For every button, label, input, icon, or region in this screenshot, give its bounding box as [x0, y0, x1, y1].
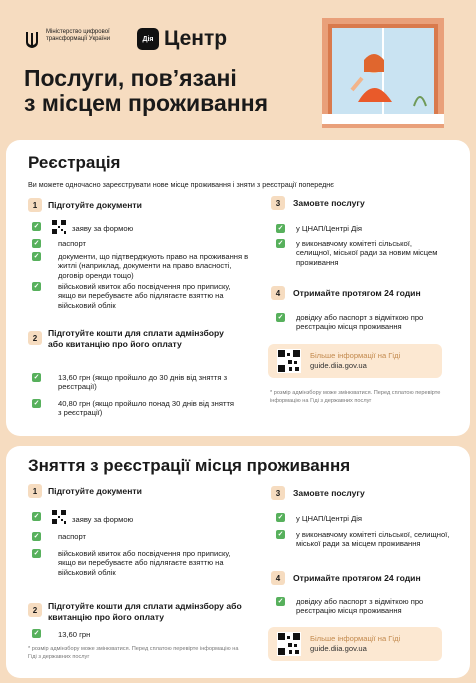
step-4-number: 4 — [271, 286, 285, 300]
check-icon: ✓ — [277, 240, 284, 247]
list-item: документи, що підтверджують право на проживання в житлі (наприклад, документи на право власності, договір оренди тощо) — [58, 252, 249, 280]
step-3-title: Замовте послугу — [293, 488, 365, 498]
registration-intro: Ви можете одночасно зареєструвати нове місце проживання і зняти з реєстрації попереднє — [28, 180, 334, 189]
check-icon: ✓ — [277, 314, 284, 321]
step-4-number: 4 — [271, 571, 285, 585]
step-3-number: 3 — [271, 196, 285, 210]
window-illustration — [322, 14, 444, 128]
check-icon: ✓ — [33, 630, 40, 637]
deregistration-card — [6, 446, 470, 678]
step-1-title: Підготуйте документи — [48, 200, 142, 210]
guide-label: Більше інформації на Гіді — [310, 634, 401, 643]
list-item: 13,60 грн — [58, 630, 91, 639]
qr-code-icon — [277, 632, 301, 656]
check-icon: ✓ — [33, 550, 40, 557]
header — [0, 0, 476, 140]
list-item: паспорт — [58, 532, 87, 541]
step-3-number: 3 — [271, 486, 285, 500]
guide-label: Більше інформації на Гіді — [310, 351, 401, 360]
check-icon: ✓ — [33, 374, 40, 381]
step-4-title: Отримайте протягом 24 годин — [293, 288, 421, 298]
check-icon: ✓ — [33, 513, 40, 520]
guide-url[interactable]: guide.diia.gov.ua — [310, 361, 367, 370]
check-icon: ✓ — [277, 531, 284, 538]
registration-card — [6, 140, 470, 436]
check-icon: ✓ — [33, 253, 40, 260]
list-item: довідку або паспорт з відміткою про реєстрацію місця проживання — [296, 597, 424, 616]
list-item: паспорт — [58, 239, 87, 248]
step-1-title: Підготуйте документи — [48, 486, 142, 496]
step-2-number: 2 — [28, 603, 42, 617]
check-icon: ✓ — [33, 533, 40, 540]
qr-code-icon — [52, 510, 66, 524]
fee-note: * розмір адмінзбору може змінюватися. Перед сплатою перевірте інформацію на Гіді з державних послуг — [28, 646, 239, 660]
page-title-line-1: Послуги, пов’язані — [24, 65, 237, 91]
step-3-title: Замовте послугу — [293, 198, 365, 208]
registration-title: Реєстрація — [28, 153, 121, 172]
list-item: 13,60 грн (якщо пройшло до 30 днів від зняття з реєстрації) — [58, 373, 228, 392]
list-item: у виконавчому комітеті сільської, селищної, міської ради за місцем проживання — [296, 530, 450, 549]
list-item: заяву за формою — [72, 224, 134, 233]
ministry-name: Міністерство цифрової трансформації України — [46, 29, 111, 42]
list-item: заяву за формою — [72, 515, 134, 524]
check-icon: ✓ — [277, 225, 284, 232]
list-item: військовий квиток або посвідчення про приписку, якщо ви перебуваєте або підлягаєте взяттю на військовий облік — [58, 282, 231, 310]
list-item: у виконавчому комітеті сільської, селищної, міської ради за новим місцем проживання — [296, 239, 438, 267]
page-title — [24, 66, 324, 116]
check-icon: ✓ — [277, 514, 284, 521]
list-item: довідку або паспорт з відміткою про реєстрацію місця проживання — [296, 313, 424, 332]
step-1-number: 1 — [28, 484, 42, 498]
trident-icon — [24, 30, 40, 50]
step-2-title: Підготуйте кошти для сплати адмінзбору або квитанцію про його оплату — [48, 601, 242, 622]
step-4-title: Отримайте протягом 24 годин — [293, 573, 421, 583]
guide-link-box[interactable] — [268, 627, 442, 661]
check-icon: ✓ — [33, 240, 40, 247]
check-icon: ✓ — [33, 223, 40, 230]
list-item: у ЦНАП/Центрі Дія — [296, 514, 363, 523]
centr-label: Центр — [164, 27, 228, 50]
list-item: 40,80 грн (якщо пройшло понад 30 днів від зняття з реєстрації) — [58, 399, 235, 418]
diia-logo: Дія — [137, 28, 159, 50]
step-2-title: Підготуйте кошти для сплати адмінзбору або квитанцію про його оплату — [48, 328, 224, 349]
check-icon: ✓ — [33, 400, 40, 407]
qr-code-icon — [277, 349, 301, 373]
check-icon: ✓ — [33, 283, 40, 290]
list-item: у ЦНАП/Центрі Дія — [296, 224, 363, 233]
deregistration-title: Зняття з реєстрації місця проживання — [28, 456, 351, 475]
guide-url[interactable]: guide.diia.gov.ua — [310, 644, 367, 653]
fee-note: * розмір адмінзбору може змінюватися. Перед сплатою перевірте інформацію на Гіді з державних послуг — [270, 390, 441, 404]
step-1-number: 1 — [28, 198, 42, 212]
guide-link-box[interactable] — [268, 344, 442, 378]
check-icon: ✓ — [277, 598, 284, 605]
page-title-line-2: з місцем проживання — [24, 90, 269, 116]
qr-code-icon — [52, 220, 66, 234]
step-2-number: 2 — [28, 331, 42, 345]
list-item: військовий квиток або посвідчення про приписку, якщо ви перебуваєте або підлягаєте взяттю на військовий облік — [58, 549, 231, 577]
